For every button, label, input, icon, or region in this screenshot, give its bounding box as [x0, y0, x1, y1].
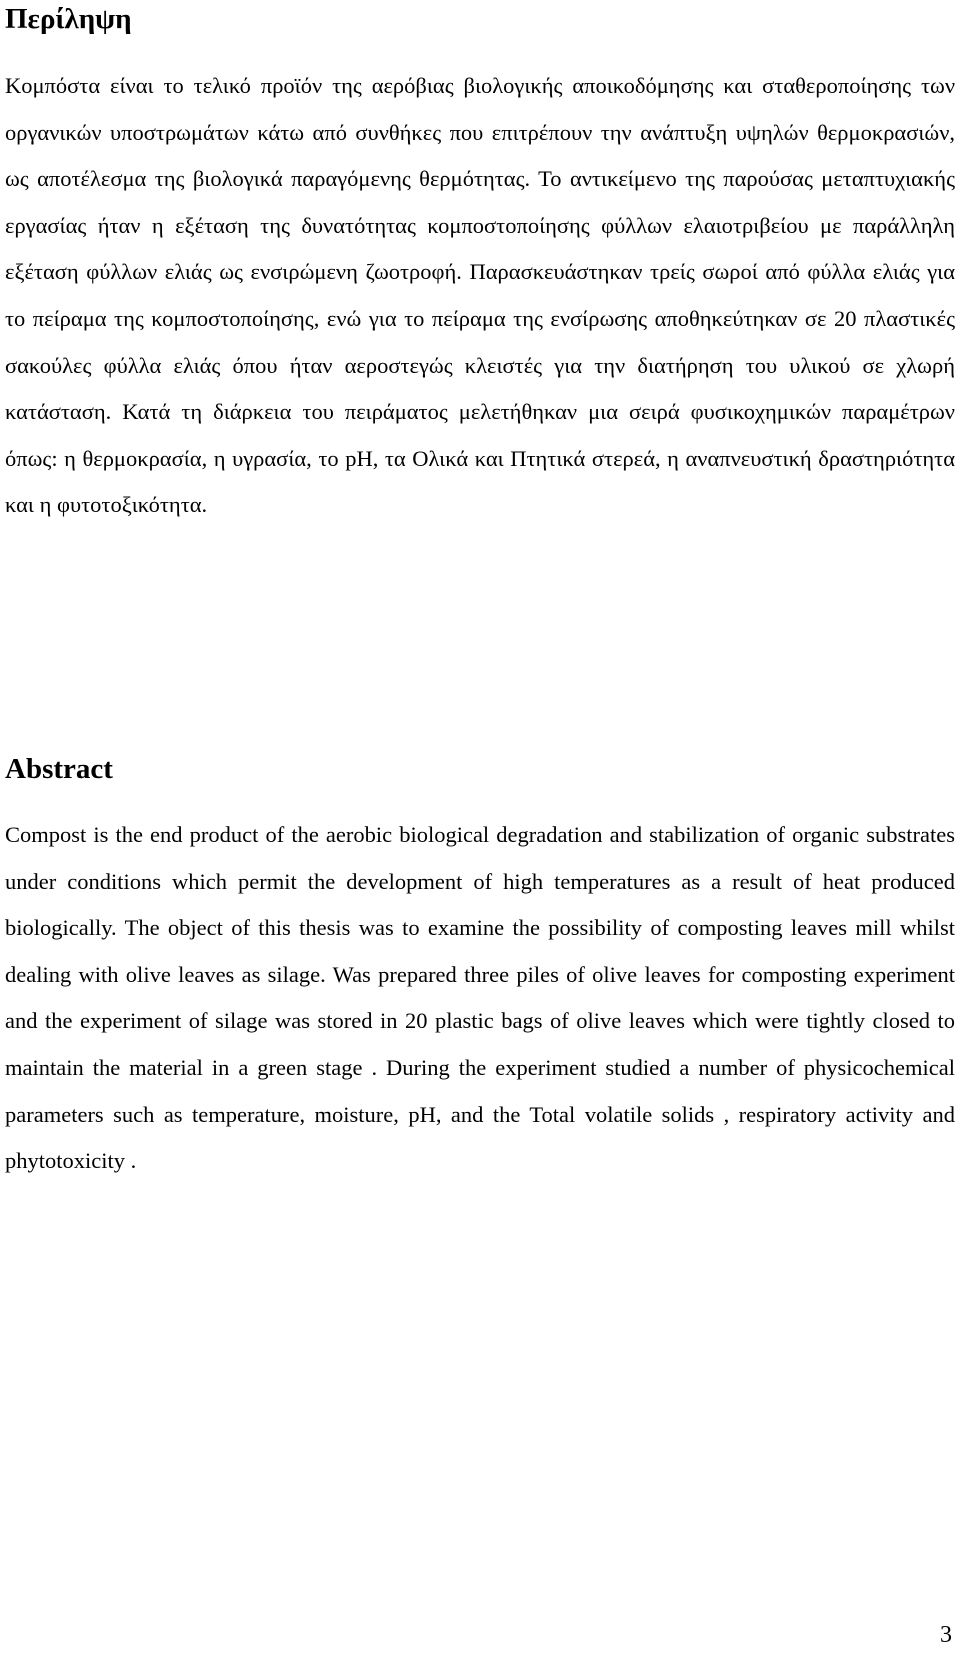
greek-summary-paragraph: Κομπόστα είναι το τελικό προϊόν της αερόβιας βιολογικής αποικοδόμησης και σταθεροποίησης των οργανικών υποστρωμάτων κάτω από συνθήκες που επιτρέπουν την ανάπτυξη υψηλών θερμοκρασιών, ως αποτέλεσμα της βιολογικά παραγόμενης θερμότητας. Το αντικείμενο της παρούσας μεταπτυχιακής εργασίας ήταν η εξέταση της δυνατότητας κομποστοποίησης φύλλων ελαιοτριβείου με παράλληλη εξέταση φύλλων ελιάς ως ενσιρώμενη ζωοτροφή. Παρασκευάστηκαν τρείς σωροί από φύλλα ελιάς για το πείραμα της κομποστοποίησης, ενώ για το πείραμα της ενσίρωσης αποθηκεύτηκαν σε 20 πλαστικές σακούλες φύλλα ελιάς όπου ήταν αεροστεγώς κλειστές για την διατήρηση του υλικού σε χλωρή κατάσταση. Κατά τη διάρκεια του πειράματος μελετήθηκαν μια σειρά φυσικοχημικών παραμέτρων όπως: η θερμοκρασία, η υγρασία, το pH, τα Ολικά και Πτητικά στερεά, η αναπνευστική δραστηριότητα και η φυτοτοξικότητα. — [5, 73, 955, 518]
abstract-paragraph: Compost is the end product of the aerobic biological degradation and stabilization of organic substrates under conditions which permit the development of high temperatures as a result of heat produced biologically. The object of this thesis was to examine the possibility of composting leaves mill whilst dealing with olive leaves as silage. Was prepared three piles of olive leaves for composting experiment and the experiment of silage was stored in 20 plastic bags of olive leaves which were tightly closed to maintain the material in a green stage . During the experiment studied a number of physicochemical parameters such as temperature, moisture, pH, and the Total volatile solids , respiratory activity and phytotoxicity . — [5, 822, 955, 1174]
abstract-heading: Abstract — [5, 753, 113, 785]
page-number: 3 — [940, 1622, 952, 1648]
greek-summary-heading: Περίληψη — [5, 3, 132, 35]
